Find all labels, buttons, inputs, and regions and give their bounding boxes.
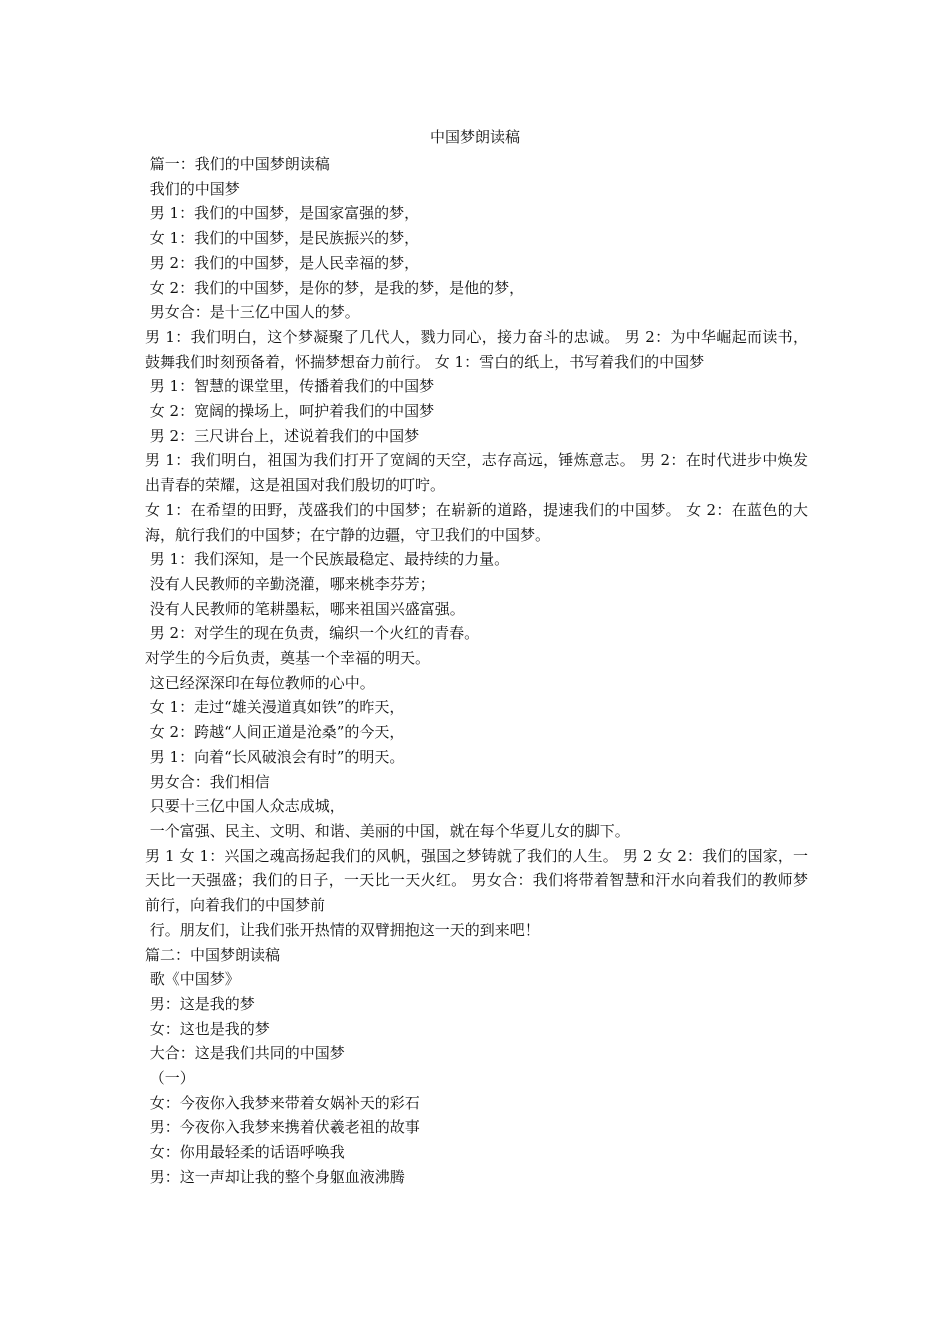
body-paragraph: 男 1：我们明白，这个梦凝聚了几代人，戮力同心，接力奋斗的忠诚。 男 2：为中华崛起而读书，鼓舞我们时刻预备着，怀揣梦想奋力前行。 女 1：雪白的纸上，书写着我们的中国梦 [145, 327, 808, 371]
body-line: 女：你用最轻柔的话语呼唤我 [145, 1143, 345, 1162]
body-line: 男 2：对学生的现在负责，编织一个火红的青春。 [145, 624, 480, 643]
body-line: 男女合：我们相信 [145, 772, 270, 791]
body-line: 男 2：我们的中国梦，是人民幸福的梦， [145, 253, 420, 272]
body-line: 歌《中国梦》 [145, 970, 240, 989]
body-paragraph: 男 1：我们明白，祖国为我们打开了宽阔的天空，志存高远，锤炼意志。 男 2：在时代进步中焕发出青春的荣耀，这是祖国对我们殷切的叮咛。 [145, 451, 808, 495]
body-line: 女 2：宽阔的操场上，呵护着我们的中国梦 [145, 402, 435, 421]
body-line: 男：这一声却让我的整个身躯血液沸腾 [145, 1167, 405, 1186]
document-title: 中国梦朗读稿 [429, 128, 520, 146]
body-line: 男 1：向着“长风破浪会有时”的明天。 [145, 747, 405, 766]
body-line: 一个富强、民主、文明、和谐、美丽的中国，就在每个华夏儿女的脚下。 [145, 821, 630, 840]
body-line: 男：今夜你入我梦来携着伏羲老祖的故事 [145, 1118, 420, 1137]
body-line: （一） [145, 1069, 195, 1088]
body-paragraph: 男 1 女 1：兴国之魂高扬起我们的风帆，强国之梦铸就了我们的人生。 男 2 女 2：我们的国家，一天比一天强盛；我们的日子，一天比一天火红。 男女合：我们将带着智慧和汗水向着我们的教师梦前行，向着我们的中国梦前 [145, 846, 808, 915]
body-line: 行。朋友们，让我们张开热情的双臂拥抱这一天的到来吧！ [145, 920, 540, 939]
body-line: 女 2：我们的中国梦，是你的梦，是我的梦，是他的梦， [145, 278, 525, 297]
body-line: 没有人民教师的辛勤浇灌，哪来桃李芬芳； [145, 574, 435, 593]
body-line: 我们的中国梦 [145, 179, 240, 198]
body-line: 女：今夜你入我梦来带着女娲补天的彩石 [145, 1093, 420, 1112]
body-line: 这已经深深印在每位教师的心中。 [145, 673, 375, 692]
body-line: 男 2：三尺讲台上，述说着我们的中国梦 [145, 426, 420, 445]
body-line: 篇一：我们的中国梦朗读稿 [145, 155, 330, 173]
body-line: 男女合：是十三亿中国人的梦。 [145, 303, 360, 322]
body-line: 女 1：走过“雄关漫道真如铁”的昨天， [145, 698, 405, 717]
body-line: 大合：这是我们共同的中国梦 [145, 1044, 345, 1063]
body-line: 男：这是我的梦 [145, 994, 255, 1013]
body-line: 对学生的今后负责，奠基一个幸福的明天。 [145, 649, 431, 668]
body-line: 篇二：中国梦朗读稿 [145, 945, 281, 964]
body-line: 女：这也是我的梦 [145, 1019, 270, 1038]
body-line: 女 2：跨越“人间正道是沧桑”的今天， [145, 723, 405, 742]
body-line: 女 1：我们的中国梦，是民族振兴的梦， [145, 229, 420, 248]
body-line: 只要十三亿中国人众志成城， [145, 797, 345, 816]
body-paragraph: 女 1：在希望的田野，茂盛我们的中国梦；在崭新的道路，提速我们的中国梦。 女 2：在蓝色的大海，航行我们的中国梦；在宁静的边疆，守卫我们的中国梦。 [145, 500, 808, 544]
document-body [145, 152, 808, 1190]
body-line: 没有人民教师的笔耕墨耘，哪来祖国兴盛富强。 [145, 599, 465, 618]
body-line: 男 1：我们的中国梦，是国家富强的梦， [145, 204, 420, 223]
body-line: 男 1：智慧的课堂里，传播着我们的中国梦 [145, 377, 435, 396]
body-line: 男 1：我们深知，是一个民族最稳定、最持续的力量。 [145, 550, 510, 569]
